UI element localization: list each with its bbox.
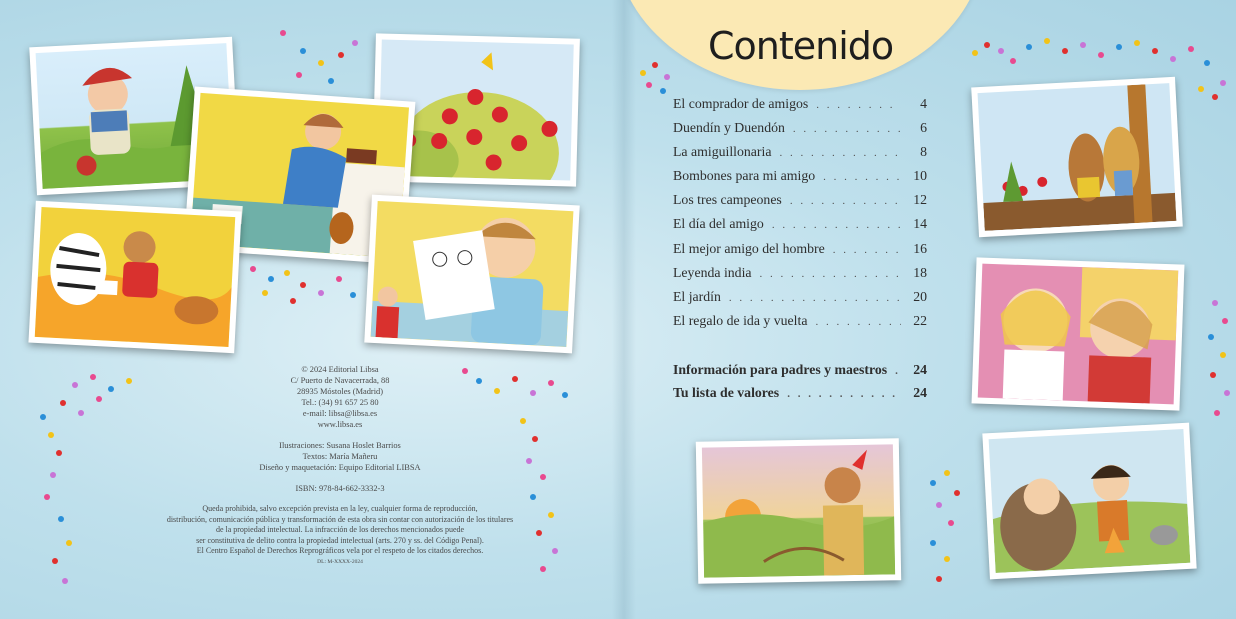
toc-entry-title: El regalo de ida y vuelta [673, 312, 808, 328]
toc-entry-page: 6 [920, 120, 927, 136]
confetti-dot [536, 530, 542, 536]
confetti-dot [1080, 42, 1086, 48]
confetti-dot [494, 388, 500, 394]
confetti-dot [954, 490, 960, 496]
legal-deposit: DL: M-XXXX-2024 [317, 558, 363, 565]
confetti-dot [44, 494, 50, 500]
confetti-dot [1062, 48, 1068, 54]
toc-entry-title: Los tres campeones [673, 192, 782, 208]
toc-entry-page: 24 [913, 384, 927, 400]
toc-extra-entry[interactable] [673, 362, 927, 385]
toc-entry-page: 4 [920, 96, 927, 111]
confetti-dot [526, 458, 532, 464]
publisher-phone: Tel.: (34) 91 657 25 80 [301, 398, 379, 407]
confetti-dot [552, 548, 558, 554]
confetti-dot [78, 410, 84, 416]
table-of-contents-extras [673, 362, 927, 407]
confetti-dot [1098, 52, 1104, 58]
confetti-dot [262, 290, 268, 296]
confetti-dot [1214, 410, 1220, 416]
toc-entry-page: 12 [913, 192, 927, 208]
toc-leader-dots [787, 388, 901, 400]
confetti-dot [1222, 318, 1228, 324]
design-credit: Diseño y maquetación: Equipo Editorial LIBSA [259, 463, 421, 472]
book-spine-fold [612, 0, 636, 619]
legal-line: Queda prohibida, salvo excepción prevista en la ley, cualquier forma de reproducción, [202, 504, 478, 513]
confetti-dot [96, 396, 102, 402]
legal-line: El Centro Español de Derechos Reprográficos vela por el respeto de los citados derechos. [196, 546, 484, 556]
confetti-dot [1044, 38, 1050, 44]
confetti-dot [1010, 58, 1016, 64]
confetti-dot [1220, 352, 1226, 358]
illustration-indian-boy [696, 438, 901, 584]
toc-entry[interactable] [673, 192, 927, 216]
confetti-dot [90, 374, 96, 380]
toc-entry-title: El mejor amigo del hombre [673, 240, 825, 256]
toc-entry-page: 20 [913, 288, 927, 304]
confetti-dot [936, 576, 942, 582]
toc-leader-dots [823, 171, 901, 183]
confetti-dot [462, 368, 468, 374]
confetti-dot [40, 414, 46, 420]
confetti-dot [268, 276, 274, 282]
confetti-dot [646, 82, 652, 88]
confetti-dot [1220, 80, 1226, 86]
toc-leader-dots [816, 99, 901, 111]
confetti-dot [318, 290, 324, 296]
toc-entry-page: 22 [913, 312, 927, 328]
legal-line: distribución, comunicación pública y transformación de esta obra sin contar con autorización de los titulares [166, 514, 514, 524]
confetti-dot [62, 578, 68, 584]
confetti-dot [548, 380, 554, 386]
confetti-dot [972, 50, 978, 56]
confetti-dot [108, 386, 114, 392]
toc-entry-title: Leyenda india [673, 264, 752, 280]
contents-title: Contenido [708, 24, 894, 68]
toc-entry-title: Información para padres y maestros [673, 362, 888, 377]
confetti-dot [58, 516, 64, 522]
confetti-dot [250, 266, 256, 272]
toc-entry[interactable] [673, 216, 927, 240]
confetti-dot [936, 502, 942, 508]
confetti-dot [660, 88, 666, 94]
confetti-dot [328, 78, 334, 84]
confetti-dot [336, 276, 342, 282]
confetti-dot [60, 400, 66, 406]
confetti-dot [1116, 44, 1122, 50]
publisher-city: 28935 Móstoles (Madrid) [296, 387, 384, 396]
confetti-dot [1208, 334, 1214, 340]
confetti-dot [944, 470, 950, 476]
confetti-dot [948, 520, 954, 526]
toc-entry-page: 14 [913, 216, 927, 232]
confetti-dot [476, 378, 482, 384]
confetti-dot [300, 48, 306, 54]
publisher-email: e-mail: libsa@libsa.es [302, 409, 378, 418]
confetti-dot [52, 558, 58, 564]
confetti-dot [1210, 372, 1216, 378]
confetti-dot [1204, 60, 1210, 66]
confetti-dot [1212, 94, 1218, 100]
confetti-dot [318, 60, 324, 66]
confetti-dot [944, 556, 950, 562]
confetti-dot [652, 62, 658, 68]
confetti-dot [126, 378, 132, 384]
confetti-dot [640, 70, 646, 76]
confetti-dot [512, 376, 518, 382]
confetti-dot [1212, 300, 1218, 306]
toc-entry[interactable] [673, 241, 927, 265]
confetti-dot [548, 512, 554, 518]
confetti-dot [290, 298, 296, 304]
toc-entry[interactable] [673, 168, 927, 192]
toc-entry[interactable] [673, 144, 927, 168]
toc-entry-title: Bombones para mi amigo [673, 168, 816, 184]
toc-leader-dots [833, 244, 901, 256]
copyright-line: © 2024 Editorial Libsa [301, 365, 379, 374]
confetti-dot [1152, 48, 1158, 54]
toc-entry[interactable] [673, 96, 927, 120]
confetti-dot [280, 30, 286, 36]
toc-leader-dots [895, 365, 901, 377]
illustration-zebra-race [28, 201, 241, 354]
toc-leader-dots [772, 219, 901, 231]
legal-line: ser constitutiva de delito contra la propiedad intelectual (arts. 270 y ss. del Código Penal). [196, 535, 484, 545]
toc-entry-page: 16 [913, 240, 927, 256]
illustrator-credit: Ilustraciones: Susana Hoslet Barrios [279, 441, 401, 450]
confetti-dot [664, 74, 670, 80]
toc-entry-title: El día del amigo [673, 216, 764, 232]
toc-leader-dots [760, 268, 901, 280]
toc-leader-dots [793, 123, 901, 135]
toc-leader-dots [779, 147, 901, 159]
toc-entry[interactable] [673, 289, 927, 313]
toc-entry[interactable] [673, 313, 927, 337]
colophon [130, 364, 550, 568]
confetti-dot [338, 52, 344, 58]
confetti-dot [562, 392, 568, 398]
confetti-dot [352, 40, 358, 46]
toc-leader-dots [729, 292, 901, 304]
toc-entry[interactable] [673, 120, 927, 144]
toc-entry[interactable] [673, 265, 927, 289]
isbn: ISBN: 978-84-662-3332-3 [295, 484, 385, 493]
toc-entry-title: La amiguillonaria [673, 144, 772, 160]
confetti-dot [300, 282, 306, 288]
toc-entry-title: El comprador de amigos [673, 96, 809, 111]
toc-entry-title: El jardín [673, 288, 721, 304]
toc-entry-page: 8 [920, 144, 927, 160]
confetti-dot [930, 480, 936, 486]
toc-extra-entry[interactable] [673, 385, 927, 408]
confetti-dot [1026, 44, 1032, 50]
confetti-dot [72, 382, 78, 388]
confetti-dot [998, 48, 1004, 54]
toc-leader-dots [815, 316, 901, 328]
confetti-dot [530, 390, 536, 396]
illustration-rabbits-garden [971, 77, 1183, 237]
confetti-dot [1224, 390, 1230, 396]
toc-leader-dots [790, 195, 901, 207]
toc-entry-page: 10 [913, 168, 927, 184]
confetti-dot [1188, 46, 1194, 52]
confetti-dot [48, 432, 54, 438]
toc-entry-page: 24 [913, 362, 927, 377]
confetti-dot [930, 540, 936, 546]
legal-line: de la propiedad intelectual. La infracción de los derechos mencionados puede [215, 525, 465, 535]
confetti-dot [56, 450, 62, 456]
toc-entry-page: 18 [913, 264, 927, 280]
confetti-dot [1134, 40, 1140, 46]
confetti-dot [50, 472, 56, 478]
confetti-dot [532, 436, 538, 442]
confetti-dot [540, 474, 546, 480]
author-credit: Textos: María Mañeru [302, 452, 378, 461]
toc-entry-title: Tu lista de valores [673, 384, 780, 400]
confetti-dot [1198, 86, 1204, 92]
confetti-dot [296, 72, 302, 78]
confetti-dot [540, 566, 546, 572]
illustration-two-girls [972, 257, 1185, 410]
confetti-dot [66, 540, 72, 546]
confetti-dot [520, 418, 526, 424]
confetti-dot [350, 292, 356, 298]
legal-notice [130, 504, 550, 568]
publisher-address: C/ Puerto de Navacerrada, 88 [290, 376, 390, 385]
illustration-boy-drawing [364, 195, 579, 354]
illustration-cave-children [982, 423, 1196, 580]
confetti-dot [284, 270, 290, 276]
toc-entry-title: Duendín y Duendón [673, 120, 785, 136]
table-of-contents [673, 96, 927, 337]
publisher-website: www.libsa.es [317, 420, 363, 429]
confetti-dot [1170, 56, 1176, 62]
confetti-dot [530, 494, 536, 500]
confetti-dot [984, 42, 990, 48]
